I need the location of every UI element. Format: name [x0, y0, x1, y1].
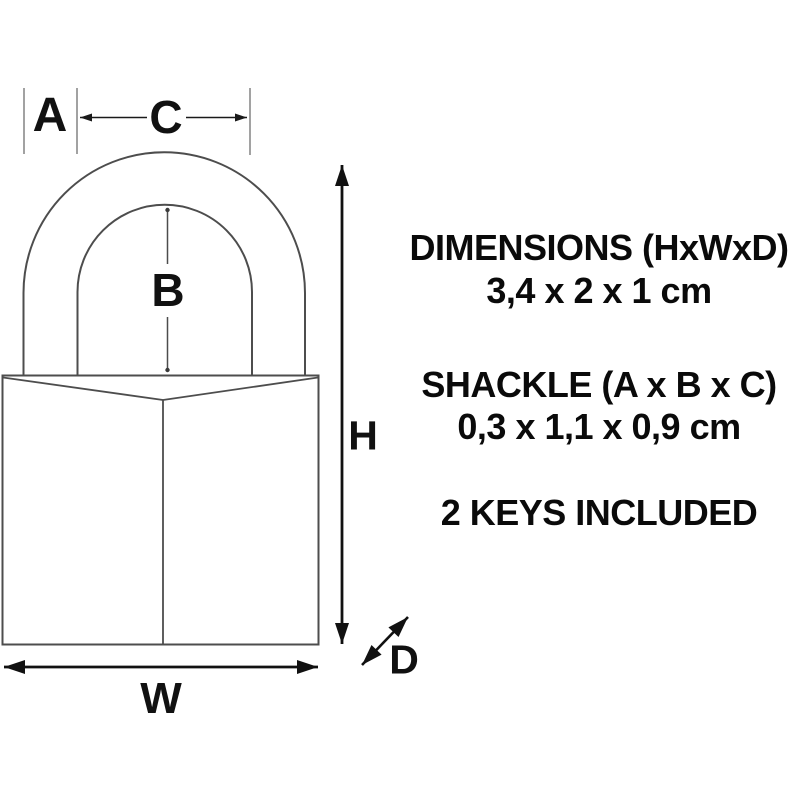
spec-text-block — [398, 0, 800, 800]
keys-included-note: 2 KEYS INCLUDED — [440, 492, 758, 533]
dimension-label-b: B — [151, 264, 185, 316]
body-outline — [3, 376, 319, 645]
dimension-label-w: W — [140, 674, 182, 723]
dimension-label-d: D — [389, 636, 419, 683]
dimensions-heading: DIMENSIONS (HxWxD) — [409, 227, 789, 268]
dimension-label-a: A — [32, 89, 68, 142]
dimensions-value: 3,4 x 2 x 1 cm — [486, 270, 712, 311]
shackle-value: 0,3 x 1,1 x 0,9 cm — [457, 406, 741, 447]
dimension-label-h: H — [348, 412, 378, 459]
shackle-heading: SHACKLE (A x B x C) — [421, 364, 777, 405]
dimension-label-c: C — [149, 91, 183, 143]
